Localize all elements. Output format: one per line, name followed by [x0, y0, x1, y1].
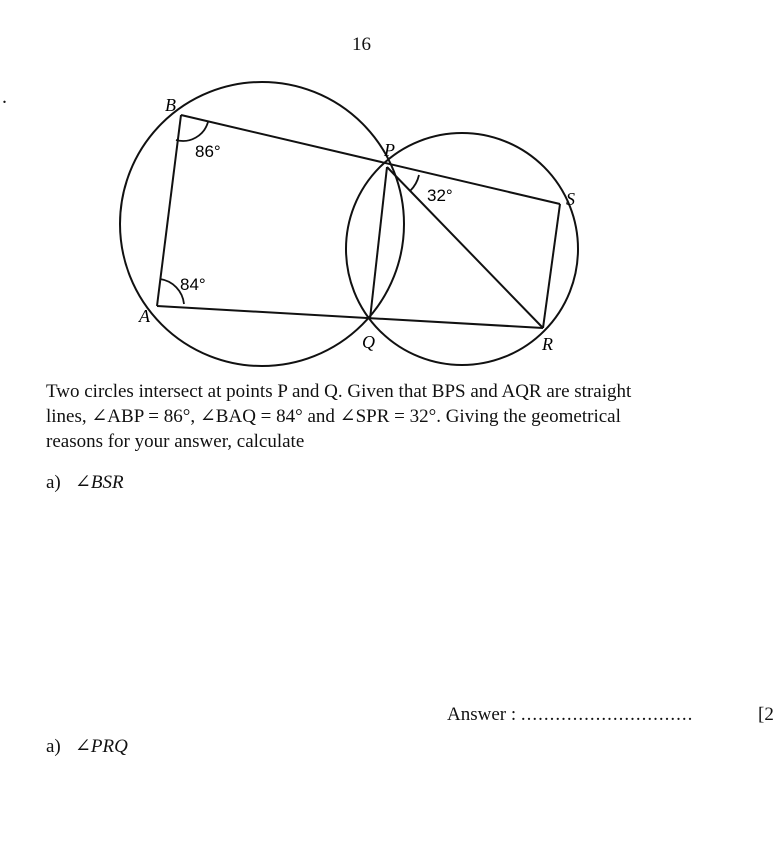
- answer-blank[interactable]: ..............................: [520, 704, 694, 725]
- right-circle: [346, 133, 578, 365]
- page-number: 16: [352, 34, 371, 55]
- point-label-p: P: [384, 140, 395, 160]
- line-aqr: [157, 306, 543, 328]
- part-a: [46, 471, 124, 494]
- line-bps: [181, 115, 560, 204]
- part-b: [46, 735, 128, 758]
- angle-arc-abp: [176, 122, 208, 141]
- part-a-letter: a): [46, 472, 61, 493]
- point-label-q: Q: [362, 332, 375, 352]
- point-label-a: A: [139, 306, 150, 326]
- mark-allocation: [2: [758, 704, 774, 725]
- line-ab: [157, 115, 181, 306]
- part-b-expression: ∠PRQ: [75, 736, 128, 757]
- left-circle: [120, 82, 404, 366]
- answer-label: Answer :: [447, 704, 517, 725]
- angle-label-abp: 86°: [195, 142, 221, 161]
- question-marker: .: [2, 86, 7, 108]
- question-line-2: lines, ∠ABP = 86°, ∠BAQ = 84° and ∠SPR = 32°. Giving the geometrical: [46, 406, 621, 427]
- angle-label-spr: 32°: [427, 186, 453, 205]
- question-text: [46, 379, 746, 454]
- point-label-s: S: [566, 189, 575, 209]
- question-line-1: Two circles intersect at points P and Q. Given that BPS and AQR are straight: [46, 381, 632, 402]
- part-a-expression: ∠BSR: [75, 472, 124, 493]
- answer-line: [447, 704, 693, 726]
- point-label-b: B: [165, 95, 176, 115]
- angle-arc-spr: [410, 175, 419, 191]
- point-label-r: R: [542, 334, 553, 354]
- angle-label-baq: 84°: [180, 275, 206, 294]
- part-b-letter: a): [46, 736, 61, 757]
- question-line-3: reasons for your answer, calculate: [46, 431, 305, 452]
- geometry-diagram: [0, 0, 775, 380]
- line-sr: [543, 204, 560, 328]
